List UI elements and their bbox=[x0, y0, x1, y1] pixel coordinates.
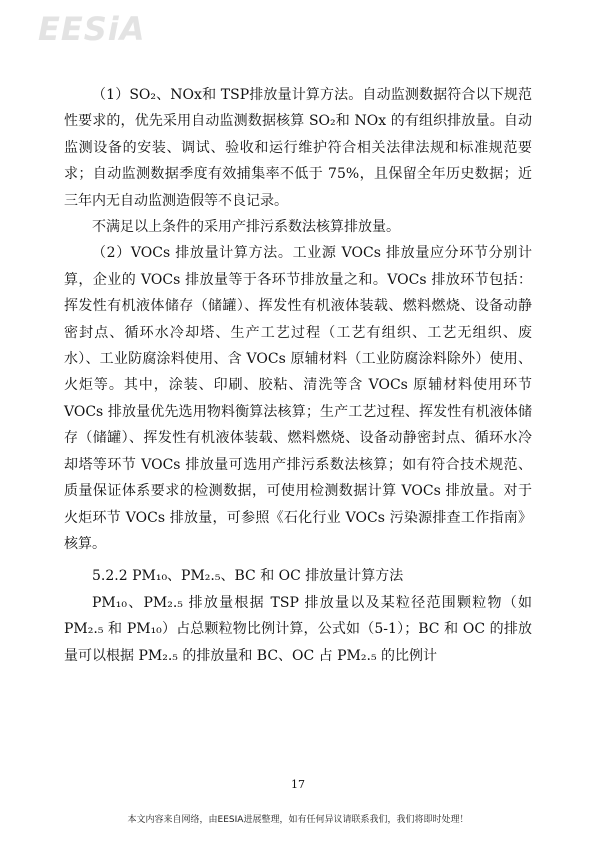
section-heading-5-2-2: 5.2.2 PM₁₀、PM₂.₅、BC 和 OC 排放量计算方法 bbox=[92, 568, 404, 585]
page-number: 17 bbox=[291, 778, 305, 791]
paragraph-pm-calculation: PM₁₀、PM₂.₅ 排放量根据 TSP 排放量以及某粒径范围颗粒物（如 PM₂.₅ 和 PM₁₀）占总颗粒物比例计算，公式如（5-1）；BC 和 OC 的排放量可以根据 PM₂.₅ 的排放量和 BC、OC 占 PM₂.₅ 的比例计 bbox=[64, 594, 532, 664]
eesia-logo: EESiA bbox=[38, 10, 146, 48]
footer-disclaimer: 本文内容来自网络，由EESIA进展整理，如有任何异议请联系我们，我们将即时处理！ bbox=[127, 815, 469, 825]
paragraph-vocs: （2）VOCs 排放量计算方法。工业源 VOCs 排放量应分环节分别计算，企业的 VOCs 排放量等于各环节排放量之和。VOCs 排放环节包括：挥发性有机液体储存（储罐）、挥发性有机液体装载、燃料燃烧、设备动静密封点、循环水冷却塔、生产工艺过程（工艺有组织、工艺无组织、废水）、工业防腐涂料使用、含 VOCs 原辅材料（工业防腐涂料除外）使用、火炬等。其中，涂装、印刷、胶粘、清洗等含 VOCs 原辅材料使用环节 VOCs 排放量优先选用物料衡算法核算；生产工艺过程、挥发性有机液体储存（储罐）、挥发性有机液体装载、燃料燃烧、设备动静密封点、循环水冷却塔等环节 VOCs 排放量可选用产排污系数法核算；如有符合技术规范、质量保证体系要求的检测数据，可使用检测数据计算 VOCs 排放量。对于火炬环节 VOCs 排放量，可参照《石化行业 VOCs 污染源排查工作指南》核算。 bbox=[64, 245, 532, 552]
paragraph-so2-nox-tsp: （1）SO₂、NOx和 TSP排放量计算方法。自动监测数据符合以下规范性要求的，优先采用自动监测数据核算 SO₂和 NOx 的有组织排放量。自动监测设备的安装、调试、验收和运行维护符合相关法律法规和标准规范要求；自动监测数据季度有效捕集率不低于 75%，且保留全年历史数据；近三年内无自动监测造假等不良记录。 bbox=[64, 87, 532, 209]
document-body bbox=[64, 82, 532, 669]
paragraph-emission-factor: 不满足以上条件的采用产排污系数法核算排放量。 bbox=[92, 219, 400, 236]
